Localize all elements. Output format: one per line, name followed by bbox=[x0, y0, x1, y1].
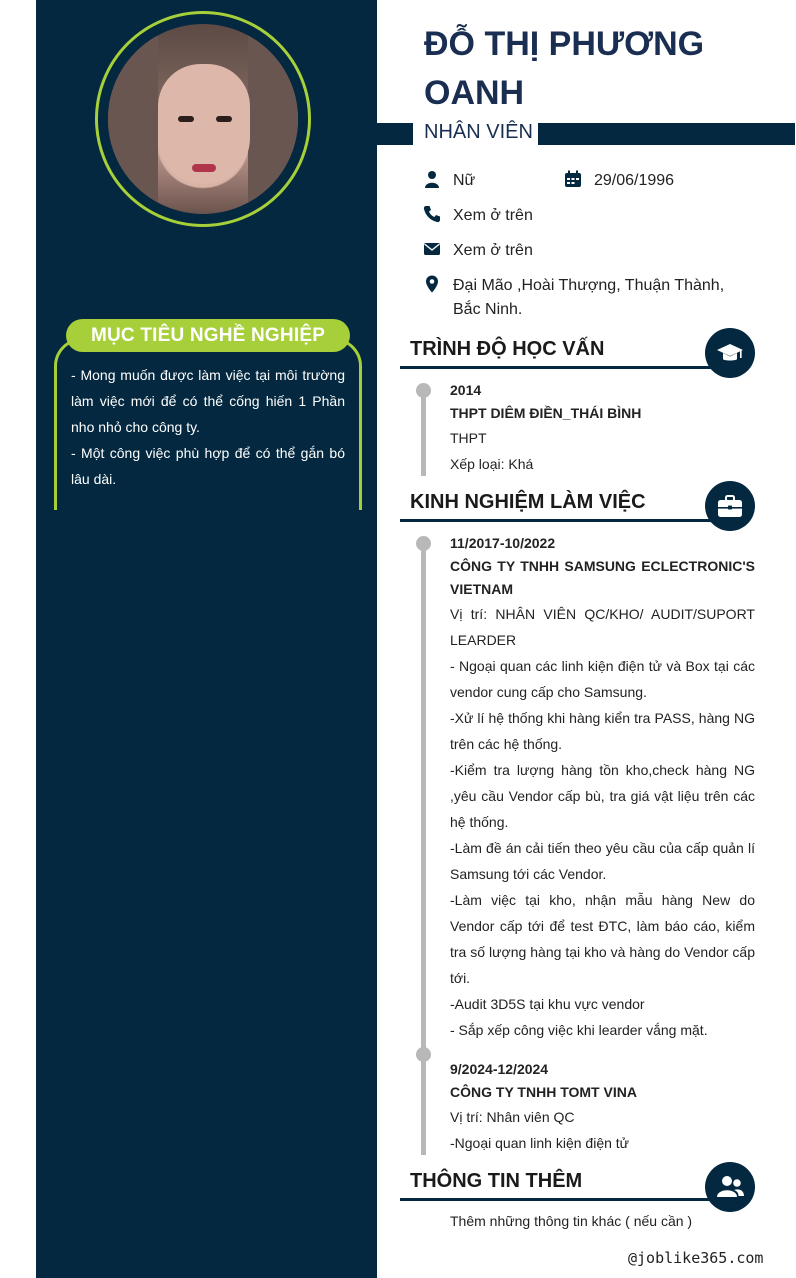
education-timeline bbox=[421, 390, 426, 476]
entry-line: -Kiểm tra lượng hàng tồn kho,check hàng NG ,yêu cầu Vendor cấp bù, tra giá vật liệu trên các hệ thống. bbox=[450, 762, 755, 830]
education-badge bbox=[705, 328, 755, 378]
birthdate-value: 29/06/1996 bbox=[594, 172, 675, 189]
timeline-dot bbox=[416, 536, 431, 551]
entry-org: CÔNG TY TNHH SAMSUNG ECLECTRONIC'S VIETNAM bbox=[450, 558, 755, 597]
entry-line: -Làm việc tại kho, nhận mẫu hàng New do Vendor cấp tới để test ĐTC, làm báo cáo, kiểm tra số lượng hàng tại kho và hàng do Vendor cấp tới. bbox=[450, 892, 755, 986]
experience-timeline bbox=[421, 543, 426, 1155]
education-entry bbox=[450, 379, 755, 477]
additional-badge bbox=[705, 1162, 755, 1212]
entry-org: CÔNG TY TNHH TOMT VINA bbox=[450, 1084, 637, 1100]
phone-value: Xem ở trên bbox=[453, 207, 533, 224]
additional-rule bbox=[400, 1198, 730, 1201]
entry-line: THPT bbox=[450, 430, 487, 446]
experience-title: KINH NGHIỆM LÀM VIỆC bbox=[410, 491, 646, 513]
address-value: Đại Mão ,Hoài Thượng, Thuận Thành, Bắc Ninh. bbox=[453, 277, 725, 318]
additional-title: THÔNG TIN THÊM bbox=[410, 1170, 583, 1192]
experience-entry bbox=[450, 532, 755, 1043]
objective-title: MỤC TIÊU NGHỀ NGHIỆP bbox=[66, 319, 350, 352]
phone-icon bbox=[423, 205, 441, 223]
title-bar-left bbox=[377, 123, 413, 145]
entry-org: THPT DIÊM ĐIỀN_THÁI BÌNH bbox=[450, 405, 642, 421]
watermark: @joblike365.com bbox=[628, 1249, 764, 1267]
entry-line: -Làm đề án cải tiến theo yêu cầu của cấp quản lí Samsung tới các Vendor. bbox=[450, 840, 755, 882]
calendar-icon bbox=[564, 170, 582, 188]
additional-text: Thêm những thông tin khác ( nếu cần ) bbox=[450, 1213, 693, 1229]
title-bar-right bbox=[538, 123, 795, 145]
experience-rule bbox=[400, 519, 730, 522]
email-row bbox=[423, 239, 533, 263]
entry-date: 2014 bbox=[450, 382, 482, 398]
briefcase-icon bbox=[716, 492, 744, 520]
phone-row bbox=[423, 204, 533, 228]
candidate-name: ĐỖ THỊ PHƯƠNG OANH bbox=[424, 25, 705, 112]
entry-date: 9/2024-12/2024 bbox=[450, 1061, 549, 1077]
objective-line: - Một công việc phù hợp để có thể gắn bó lâu dài. bbox=[71, 445, 345, 487]
email-value: Xem ở trên bbox=[453, 242, 533, 259]
entry-date: 11/2017-10/2022 bbox=[450, 535, 556, 551]
education-rule bbox=[400, 366, 730, 369]
users-icon bbox=[715, 1173, 745, 1201]
entry-line: -Xử lí hệ thống khi hàng kiển tra PASS, hàng NG trên các hệ thống. bbox=[450, 710, 755, 752]
user-icon bbox=[423, 170, 441, 188]
avatar bbox=[108, 24, 298, 214]
gender-value: Nữ bbox=[453, 172, 476, 189]
education-title: TRÌNH ĐỘ HỌC VẤN bbox=[410, 338, 605, 360]
entry-line: -Audit 3D5S tại khu vực vendor bbox=[450, 996, 645, 1012]
experience-entry bbox=[450, 1058, 755, 1156]
timeline-dot bbox=[416, 1047, 431, 1062]
entry-line: Xếp loại: Khá bbox=[450, 456, 534, 472]
map-pin-icon bbox=[423, 275, 441, 293]
job-title: NHÂN VIÊN bbox=[424, 121, 533, 143]
entry-line: - Ngoại quan các linh kiện điện tử và Box tại các vendor cung cấp cho Samsung. bbox=[450, 658, 755, 700]
avatar-ring bbox=[95, 11, 311, 227]
entry-line: -Ngoại quan linh kiện điện tử bbox=[450, 1135, 630, 1151]
entry-line: Vị trí: NHÂN VIÊN QC/KHO/ AUDIT/SUPORT LEARDER bbox=[450, 606, 755, 648]
entry-line: - Sắp xếp công việc khi learder vắng mặt. bbox=[450, 1022, 708, 1038]
entry-line: Vị trí: Nhân viên QC bbox=[450, 1109, 575, 1125]
address-row bbox=[423, 274, 753, 322]
timeline-dot bbox=[416, 383, 431, 398]
graduation-cap-icon bbox=[716, 339, 744, 367]
envelope-icon bbox=[423, 240, 441, 258]
gender-row bbox=[423, 169, 475, 193]
objective-text bbox=[71, 362, 345, 492]
birthdate-row bbox=[564, 169, 674, 193]
experience-badge bbox=[705, 481, 755, 531]
objective-line: - Mong muốn được làm việc tại môi trường làm việc mới để có thể cống hiến 1 Phần nho nhỏ cho công ty. bbox=[71, 367, 345, 435]
